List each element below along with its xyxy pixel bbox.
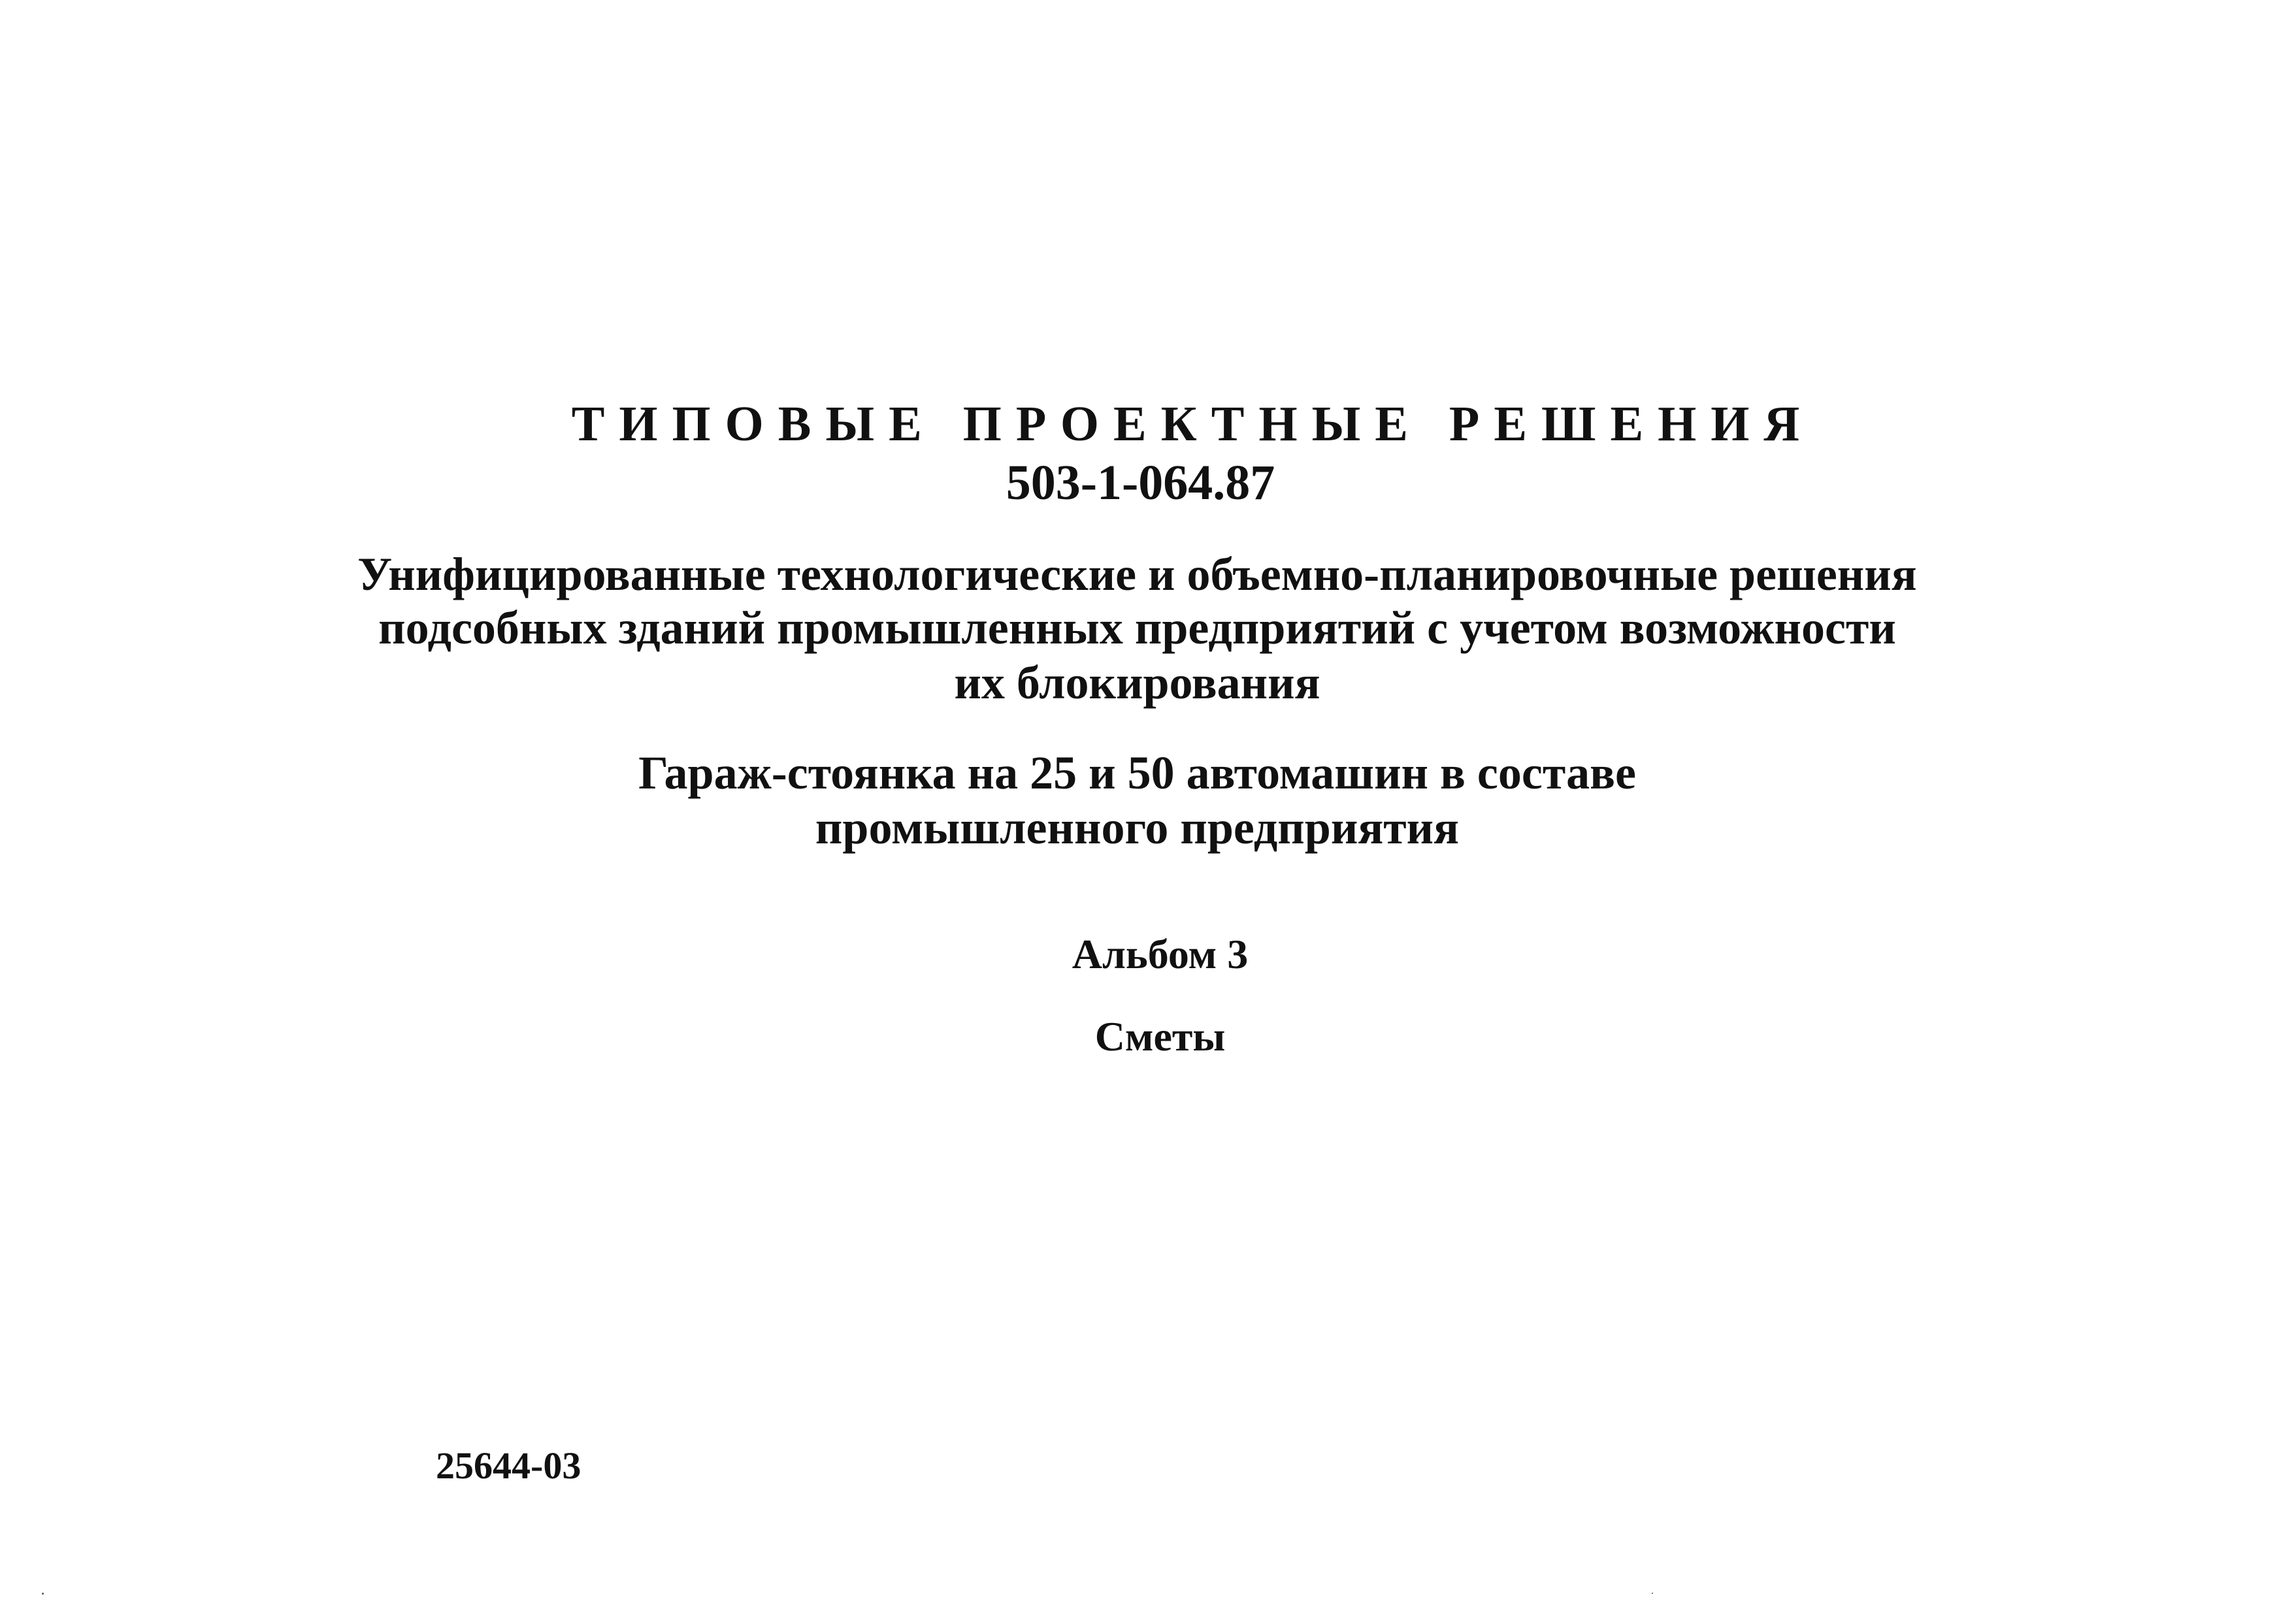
object-line: Гараж-стоянка на 25 и 50 автомашин в составе: [638, 747, 1636, 799]
series-number: 503-1-064.87: [1006, 455, 1275, 510]
album-label: Альбом 3: [1072, 931, 1249, 977]
series-title: ТИПОВЫЕ ПРОЕКТНЫЕ РЕШЕНИЯ: [571, 397, 1814, 451]
subject-line: подсобных зданий промышленных предприятий с учетом возможности: [378, 602, 1896, 654]
subject-line: их блокирования: [954, 657, 1320, 709]
object-line: промышленного предприятия: [815, 802, 1460, 854]
scan-speck: [42, 1593, 44, 1595]
subject-line: Унифицированные технологические и объемно-планировочные решения: [357, 548, 1917, 600]
inventory-number: 25644-03: [436, 1444, 582, 1487]
scan-speck: [1652, 1593, 1653, 1594]
section-label: Сметы: [1094, 1013, 1226, 1060]
